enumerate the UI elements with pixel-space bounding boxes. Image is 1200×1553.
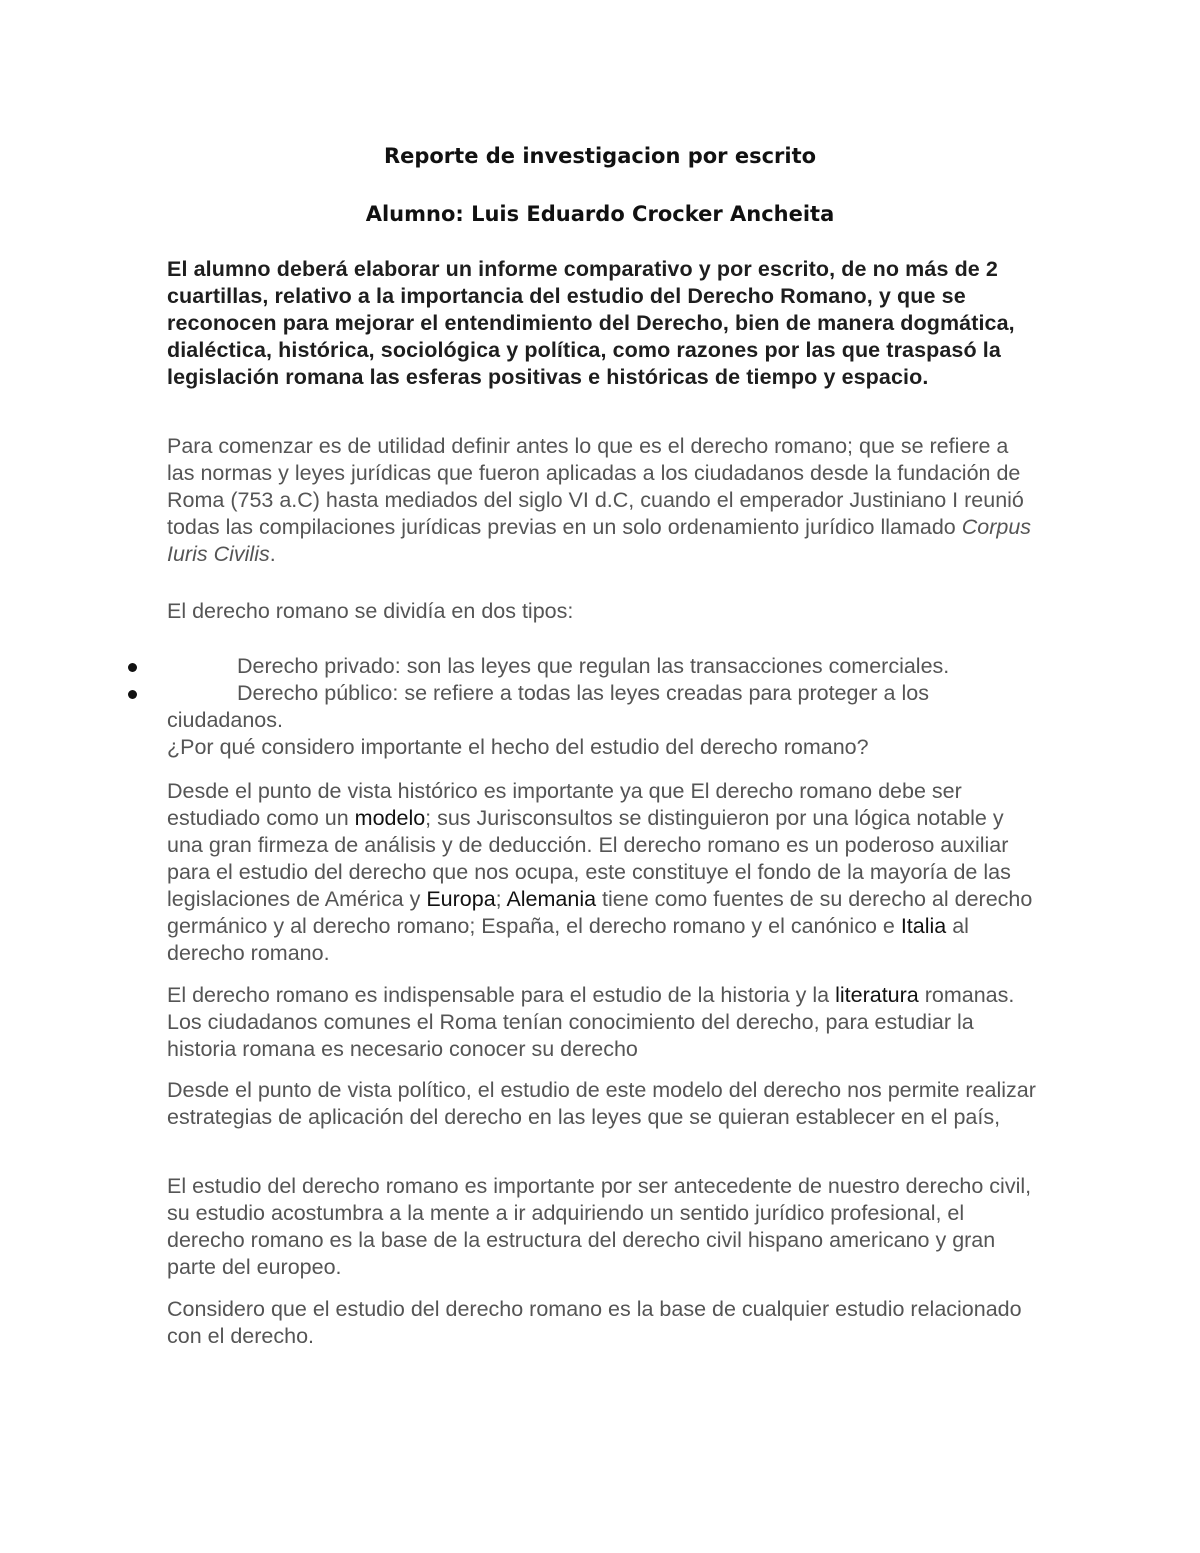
paragraph-conclusion: Considero que el estudio del derecho romano es la base de cualquier estudio relacionado con el derecho. <box>167 1297 1022 1348</box>
assignment-instructions: El alumno deberá elaborar un informe comparativo y por escrito, de no más de 2 cuartillas, relativo a la importancia del estudio del Derecho Romano, y que se reconocen para mejorar el entendimiento del Derecho, bien de manera dogmática, dialéctica, histórica, sociológica y política, como razones por las que traspasó la legislación romana las esferas positivas e históricas de tiempo y espacio. <box>167 257 1015 389</box>
paragraph-historical-text: tiene como fuentes de su derecho al derecho germánico y al derecho romano; España, el derecho romano y el canónico e <box>167 887 1033 938</box>
paragraph-definition <box>167 433 1037 568</box>
paragraph-literature <box>167 982 1037 1063</box>
paragraph-definition-end: . <box>269 542 276 566</box>
list-item-text: Derecho privado: son las leyes que regulan las transacciones comerciales. <box>237 654 950 678</box>
paragraph-historical-text: Desde el punto de vista histórico es importante ya que El derecho romano debe ser estudiado como un <box>167 779 962 830</box>
paragraph-historical <box>167 778 1037 967</box>
link-alemania[interactable]: Alemania <box>506 887 597 911</box>
paragraph-definition-text: Para comenzar es de utilidad definir antes lo que es el derecho romano; que se refiere a las normas y leyes jurídicas que fueron aplicadas a los ciudadanos desde la fundación de Roma (753 a.C) hasta mediados del siglo VI d.C, cuando el emperador Justiniano I reunió todas las compilaciones jurídicas previas en un solo ordenamiento jurídico llamado <box>167 434 1024 539</box>
bullet-icon <box>128 663 137 672</box>
list-item <box>0 653 1100 680</box>
link-europa[interactable]: Europa <box>426 887 496 911</box>
paragraph-historical-text: ; <box>495 887 507 911</box>
paragraph-literature-text: romanas. Los ciudadanos comunes el Roma tenían conocimiento del derecho, para estudiar la historia romana es necesario conocer su derecho <box>167 983 1015 1061</box>
law-types-list <box>0 653 1100 761</box>
paragraph-historical-text: al derecho romano. <box>167 914 969 965</box>
document-title: Reporte de investigacion por escrito <box>383 144 817 168</box>
link-literatura[interactable]: literatura <box>835 983 919 1007</box>
list-item <box>0 680 1100 707</box>
paragraph-civil-law: El estudio del derecho romano es importante por ser antecedente de nuestro derecho civil, su estudio acostumbra a la mente a ir adquiriendo un sentido jurídico profesional, el derecho romano es la base de la estructura del derecho civil hispano americano y gran parte del europeo. <box>167 1174 1032 1279</box>
list-item-text: Derecho público: se refiere a todas las leyes creadas para proteger a los <box>237 681 929 705</box>
link-modelo[interactable]: modelo <box>354 806 426 830</box>
paragraph-literature-text: El derecho romano es indispensable para el estudio de la historia y la <box>167 983 836 1007</box>
research-question: ¿Por qué considero importante el hecho del estudio del derecho romano? <box>167 735 869 759</box>
bullet-icon <box>128 690 137 699</box>
corpus-iuris-civilis: Corpus Iuris Civilis <box>167 515 1032 566</box>
paragraph-historical-text: ; sus Jurisconsultos se distinguieron por una lógica notable y una gran firmeza de análisis y de deducción. El derecho romano es un poderoso auxiliar para el estudio del derecho que nos ocupa, este constituye el fondo de la mayoría de las legislaciones de América y <box>167 806 1011 911</box>
link-italia[interactable]: Italia <box>900 914 947 938</box>
paragraph-political: Desde el punto de vista político, el estudio de este modelo del derecho nos permite realizar estrategias de aplicación del derecho en las leyes que se quieran establecer en el país, <box>167 1078 1036 1129</box>
paragraph-types-intro: El derecho romano se dividía en dos tipos: <box>167 599 574 623</box>
list-item-continuation: ciudadanos. <box>167 708 283 732</box>
student-name: Alumno: Luis Eduardo Crocker Ancheita <box>365 202 835 226</box>
